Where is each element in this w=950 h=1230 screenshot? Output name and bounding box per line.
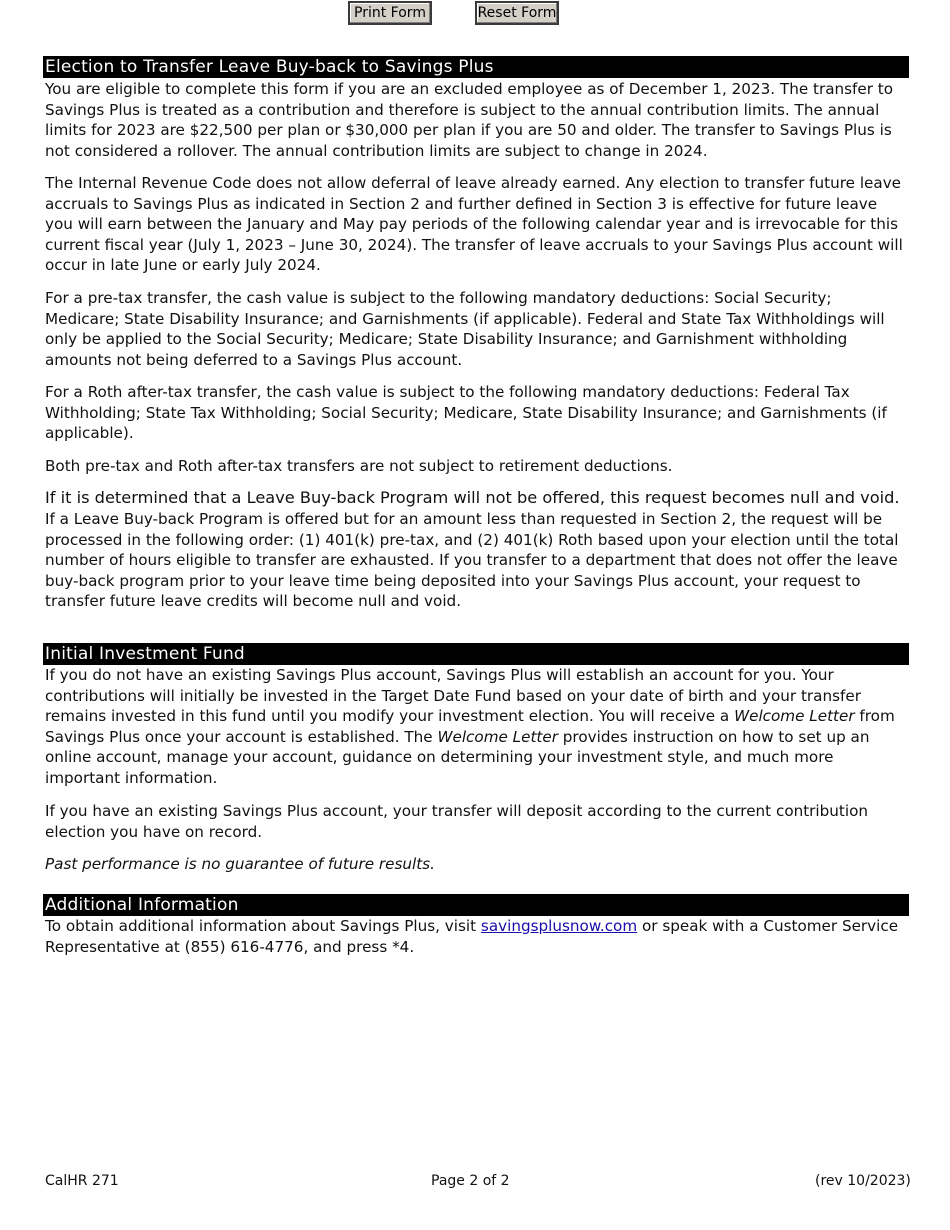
page-number: Page 2 of 2 <box>431 1173 510 1189</box>
election-paragraph-retirement: Both pre-tax and Roth after-tax transfers are not subject to retirement deductions. <box>45 457 673 475</box>
investment-section-heading: Initial Investment Fund <box>43 643 909 665</box>
election-paragraph-eligibility: You are eligible to complete this form if you are an excluded employee as of December 1, 2023. The transfer to Savings Plus is treated as a contribution and therefore is subject to the annual contribution limits. The annual limits for 2023 are $22,500 per plan or $30,000 per plan if you are 50 and older. The transfer to Savings Plus is not considered a rollover. The annual contribution limits are subject to change in 2024. <box>45 80 894 160</box>
election-paragraph-null-void: If it is determined that a Leave Buy-back Program will not be offered, this request becomes null and void. <box>45 488 900 507</box>
revision-date: (rev 10/2023) <box>815 1173 911 1189</box>
welcome-letter-emphasis: Welcome Letter <box>437 727 558 746</box>
savings-plus-website-link[interactable]: savingsplusnow.com <box>480 917 638 935</box>
election-paragraph-roth: For a Roth after-tax transfer, the cash value is subject to the following mandatory deductions: Federal Tax Withholding; State Tax Withholding; Social Security; Medicare, State Disability Insurance; and Garnishments (if applicable). <box>45 383 887 442</box>
election-paragraph-irc: The Internal Revenue Code does not allow deferral of leave already earned. Any election to transfer future leave accruals to Savings Plus as indicated in Section 2 and further defined in Section 3 is effective for future leave you will earn between the January and May pay periods of the following calendar year and is irrevocable for this current fiscal year (July 1, 2023 – June 30, 2024). The transfer of leave accruals to your Savings Plus account will occur in late June or early July 2024. <box>45 174 903 274</box>
reset-form-button[interactable]: Reset Form <box>475 1 559 25</box>
investment-disclaimer: Past performance is no guarantee of future results. <box>45 855 435 873</box>
print-form-button[interactable]: Print Form <box>348 1 432 25</box>
investment-paragraph-new-account: If you do not have an existing Savings Plus account, Savings Plus will establish an account for you. Your contributions will initially be invested in the Target Date Fund based on your date of birth and your transfer remains invested in this fund until you modify your investment election. You will receive a Welcome Letter from Savings Plus once your account is established. The Welcome Letter provides instruction on how to set up an online account, manage your account, guidance on determining your investment style, and much more important information. <box>45 666 895 787</box>
form-id: CalHR 271 <box>45 1173 119 1189</box>
election-paragraph-processing-order: If a Leave Buy-back Program is offered but for an amount less than requested in Section 2, the request will be processed in the following order: (1) 401(k) pre-tax, and (2) 401(k) Roth based upon your election until the total number of hours eligible to transfer are exhausted. If you transfer to a department that does not offer the leave buy-back program prior to your leave time being deposited into your Savings Plus account, your request to transfer future leave credits will become null and void. <box>45 510 899 610</box>
welcome-letter-emphasis: Welcome Letter <box>734 707 855 725</box>
investment-paragraph-existing-account: If you have an existing Savings Plus account, your transfer will deposit according to the current contribution election you have on record. <box>45 802 869 841</box>
additional-paragraph-contact: To obtain additional information about Savings Plus, visit savingsplusnow.com or speak with a Customer Service Representative at (855) 616-4776, and press *4. <box>45 917 899 956</box>
election-section-heading: Election to Transfer Leave Buy-back to Savings Plus <box>43 56 909 78</box>
election-paragraph-pretax: For a pre-tax transfer, the cash value is subject to the following mandatory deductions: Social Security; Medicare; State Disability Insurance; and Garnishments (if applicable). Federal and State Tax Withholdings will only be applied to the Social Security; Medicare; State Disability Insurance; and Garnishment withholding amounts not being deferred to a Savings Plus account. <box>45 289 885 369</box>
additional-section-heading: Additional Information <box>43 894 909 916</box>
